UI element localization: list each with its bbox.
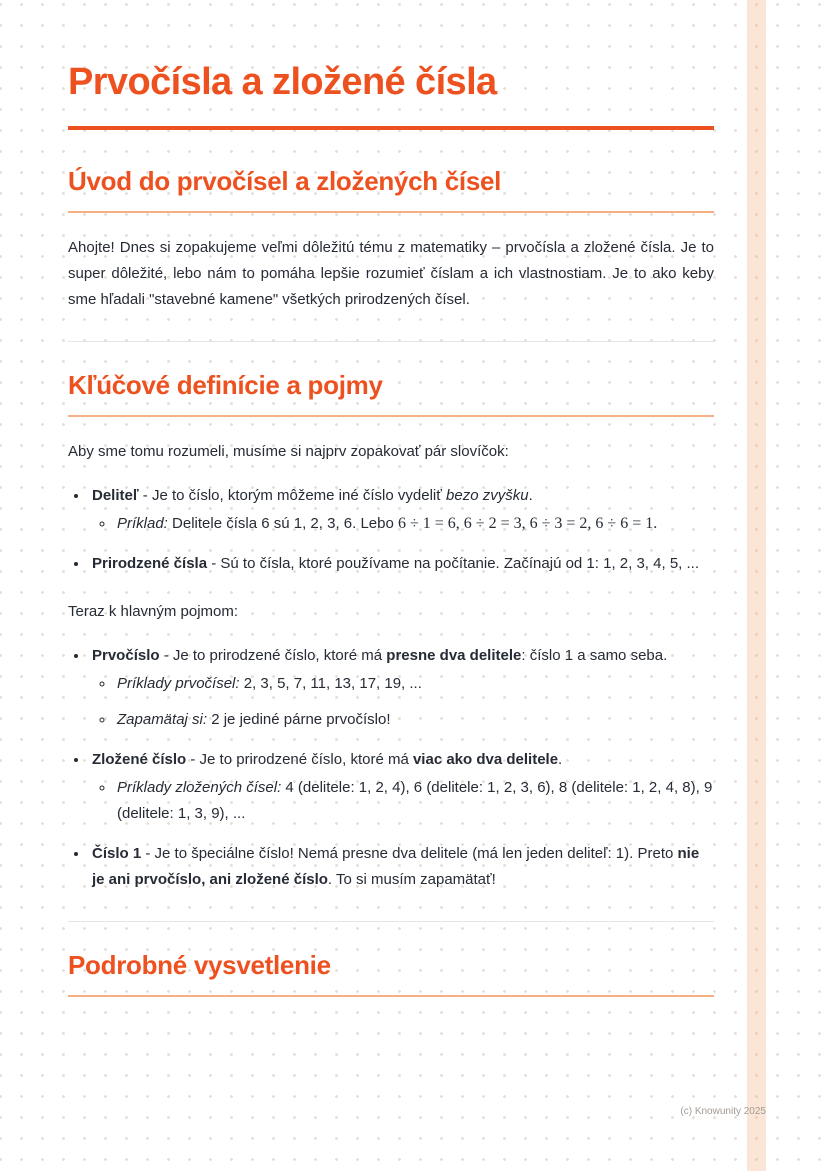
page-title: Prvočísla a zložené čísla bbox=[68, 61, 497, 103]
sub-list-item-text bbox=[117, 675, 422, 692]
sub-list-item-text bbox=[117, 779, 712, 822]
section-divider-1 bbox=[68, 341, 714, 342]
text-run: 2, 3, 5, 7, 11, 13, 17, 19, ... bbox=[239, 674, 422, 692]
text-run: Číslo 1 bbox=[92, 844, 142, 862]
text-run: - Sú to čísla, ktoré používame na počítanie. Začínajú od 1: 1, 2, 3, 4, 5, ... bbox=[207, 554, 700, 572]
definitions-heading-rule bbox=[68, 415, 714, 417]
list-item-prvocislo bbox=[89, 643, 714, 733]
text-run: nie je ani prvočíslo, ani zložené číslo bbox=[92, 844, 700, 888]
text-run: Zložené číslo bbox=[92, 750, 187, 768]
sub-list-item bbox=[115, 671, 714, 697]
text-run: . bbox=[528, 486, 533, 504]
text-run: Prvočíslo bbox=[92, 646, 160, 664]
text-run: 6 ÷ 1 = 6, 6 ÷ 2 = 3, 6 ÷ 3 = 2, 6 ÷ 6 = 1. bbox=[398, 514, 658, 532]
sub-list-item bbox=[115, 775, 714, 827]
text-run: presne dva delitele bbox=[386, 646, 522, 664]
list-item-text bbox=[92, 751, 562, 768]
delitel-sub-list bbox=[92, 511, 714, 537]
footer-credit: (c) Knowunity 2025 bbox=[680, 1106, 766, 1117]
list-item-cislo-1 bbox=[89, 841, 714, 893]
text-run: bezo zvyšku bbox=[446, 486, 529, 504]
text-run: Delitele čísla 6 sú 1, 2, 3, 6. Lebo bbox=[167, 514, 398, 532]
list-item-prirodzene-cisla bbox=[89, 551, 714, 577]
text-run: : číslo 1 a samo seba. bbox=[521, 646, 668, 664]
definitions-mid-paragraph: Teraz k hlavným pojmom: bbox=[68, 602, 239, 620]
list-item-text bbox=[92, 647, 667, 664]
list-item-zlozene-cislo bbox=[89, 747, 714, 827]
text-run: 4 (delitele: 1, 2, 4), 6 (delitele: 1, 2, 3, 6), 8 (delitele: 1, 2, 4, 8), 9 (delitele: 1, 3, 9), ... bbox=[117, 778, 713, 822]
definitions-lead: Aby sme tomu rozumeli, musíme si najprv zopakovať pár slovíčok: bbox=[68, 442, 509, 460]
text-run: - Je to špeciálne číslo! Nemá presne dva delitele (má len jeden deliteľ: 1). Preto bbox=[141, 844, 678, 862]
text-run: Prirodzené čísla bbox=[92, 554, 208, 572]
vocab-list bbox=[68, 483, 714, 577]
text-run: Príklady prvočísel: bbox=[117, 674, 240, 692]
list-item-delitel bbox=[89, 483, 714, 537]
section-definitions bbox=[68, 370, 714, 893]
zlozene-sub-list bbox=[92, 775, 714, 827]
text-run: Deliteľ bbox=[92, 486, 139, 504]
text-run: Príklady zložených čísel: bbox=[117, 778, 282, 796]
intro-heading-rule bbox=[68, 211, 714, 213]
detail-heading-rule bbox=[68, 995, 714, 997]
list-item-text bbox=[92, 845, 699, 888]
section-divider-2 bbox=[68, 921, 714, 922]
text-run: Príklad: bbox=[117, 514, 168, 532]
intro-paragraph: Ahojte! Dnes si zopakujeme veľmi dôležitú tému z matematiky – prvočísla a zložené čísla. Je to super dôležité, lebo nám to pomáha lepšie rozumieť číslam a ich vlastnostiam. Je to ako keby sme hľadali "stavebné kamene" všetkých prirodzených čísel. bbox=[68, 238, 714, 308]
sub-list-item bbox=[115, 707, 714, 733]
list-item-text bbox=[92, 555, 699, 572]
sub-list-item-text bbox=[117, 515, 657, 532]
text-run: 2 je jediné párne prvočíslo! bbox=[207, 710, 391, 728]
text-run: - Je to číslo, ktorým môžeme iné číslo vydeliť bbox=[138, 486, 447, 504]
right-margin-stripe bbox=[747, 0, 766, 1171]
text-run: . bbox=[558, 750, 563, 768]
list-item-text bbox=[92, 487, 533, 504]
text-run: Zapamätaj si: bbox=[117, 710, 208, 728]
text-run: - Je to prirodzené číslo, ktoré má bbox=[159, 646, 387, 664]
section-detail bbox=[68, 950, 714, 997]
sub-list-item-text bbox=[117, 711, 391, 728]
text-run: viac ako dva delitele bbox=[412, 750, 559, 768]
prvocislo-sub-list bbox=[92, 671, 714, 733]
text-run: - Je to prirodzené číslo, ktoré má bbox=[186, 750, 413, 768]
text-run: . To si musím zapamätať! bbox=[327, 870, 496, 888]
section-intro bbox=[68, 166, 714, 313]
definitions-heading: Kľúčové definície a pojmy bbox=[68, 369, 383, 400]
document-content bbox=[68, 60, 714, 997]
sub-list-item bbox=[115, 511, 714, 537]
terms-list bbox=[68, 643, 714, 893]
detail-heading: Podrobné vysvetlenie bbox=[68, 949, 331, 980]
intro-heading: Úvod do prvočísel a zložených čísel bbox=[68, 165, 502, 196]
title-rule bbox=[68, 126, 714, 130]
